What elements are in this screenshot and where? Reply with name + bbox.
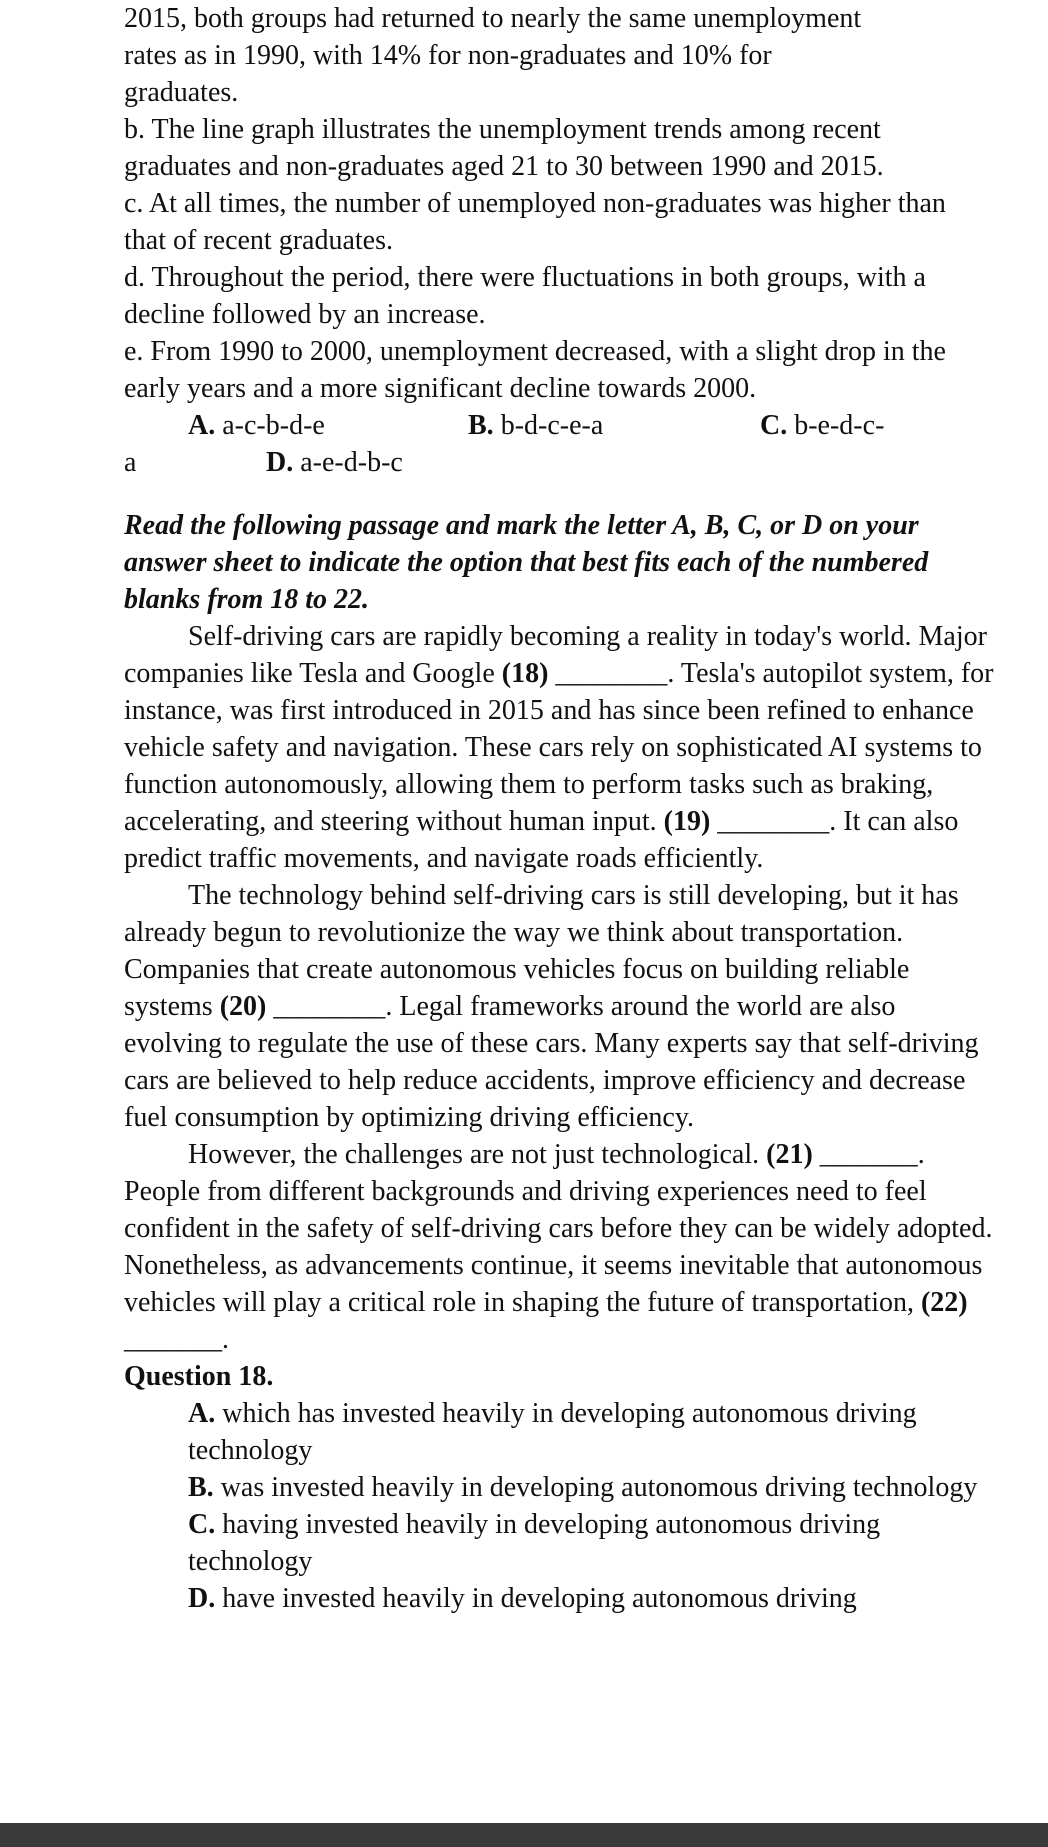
blank-18: (18) [501,658,549,689]
passage-paragraph-2: The technology behind self-driving cars is still developing, but it has already begun to revolutionize the way we think about transportation. Companies that create autonomous vehicles focus on building reliable systems (20) ________. Legal frameworks around the world are also evolving to regulate the use of these cars. Many experts say that self-driving cars are believed to help reduce accidents, improve efficiency and decrease fuel consumption by optimizing driving efficiency. [124,880,979,1133]
passage-paragraph-1: Self-driving cars are rapidly becoming a reality in today's world. Major companies like Tesla and Google (18) ________. Tesla's autopilot system, for instance, was first introduced in 2015 and has since been refined to enhance vehicle safety and navigation. These cars rely on sophisticated AI systems to function autonomously, allowing them to perform tasks such as braking, accelerating, and steering without human input. (19) ________. It can also predict traffic movements, and navigate roads efficiently. [124,621,994,874]
option-c-wrap: a [124,447,137,478]
question-18-option-b[interactable]: B. was invested heavily in developing autonomous driving technology [188,1472,978,1503]
document-page [124,0,994,1617]
blank-19: (19) [663,806,711,837]
option-d[interactable]: D. a-e-d-b-c [266,447,403,478]
ordering-item-b: b. The line graph illustrates the unemployment trends among recent graduates and non-graduates aged 21 to 30 between 1990 and 2015. [124,114,884,182]
question-18-title: Question 18. [124,1361,274,1392]
passage-paragraph-3: However, the challenges are not just technological. (21) _______. People from different backgrounds and driving experiences need to feel confident in the safety of self-driving cars before they can be widely adopted. Nonetheless, as advancements continue, it seems inevitable that autonomous vehicles will play a critical role in shaping the future of transportation, (22) _______. [124,1139,993,1355]
blank-21: (21) [766,1139,813,1170]
question-18-option-d[interactable]: D. have invested heavily in developing autonomous driving [188,1583,857,1614]
option-c[interactable]: C. b-e-d-c- [760,410,885,441]
ordering-options-row [124,407,994,444]
ordering-item-a-continued: 2015, both groups had returned to nearly the same unemployment rates as in 1990, with 14% for non-graduates and 10% for graduates. [124,3,862,108]
ordering-item-d: d. Throughout the period, there were fluctuations in both groups, with a decline followed by an increase. [124,262,926,330]
question-18-option-a[interactable]: A. which has invested heavily in developing autonomous driving technology [188,1398,917,1466]
question-18-option-c[interactable]: C. having invested heavily in developing autonomous driving technology [188,1509,881,1577]
blank-22: (22) [920,1287,968,1318]
passage-instruction: Read the following passage and mark the letter A, B, C, or D on your answer sheet to indicate the option that best fits each of the numbered blanks from 18 to 22. [124,510,929,615]
bottom-toolbar [0,1823,1048,1847]
option-b[interactable]: B. b-d-c-e-a [468,410,604,441]
ordering-item-e: e. From 1990 to 2000, unemployment decreased, with a slight drop in the early years and a more significant decline towards 2000. [124,336,946,404]
blank-20: (20) [219,991,267,1022]
ordering-item-c: c. At all times, the number of unemployed non-graduates was higher than that of recent graduates. [124,188,946,256]
option-a[interactable]: A. a-c-b-d-e [188,410,325,441]
ordering-options-row-2 [124,444,994,481]
